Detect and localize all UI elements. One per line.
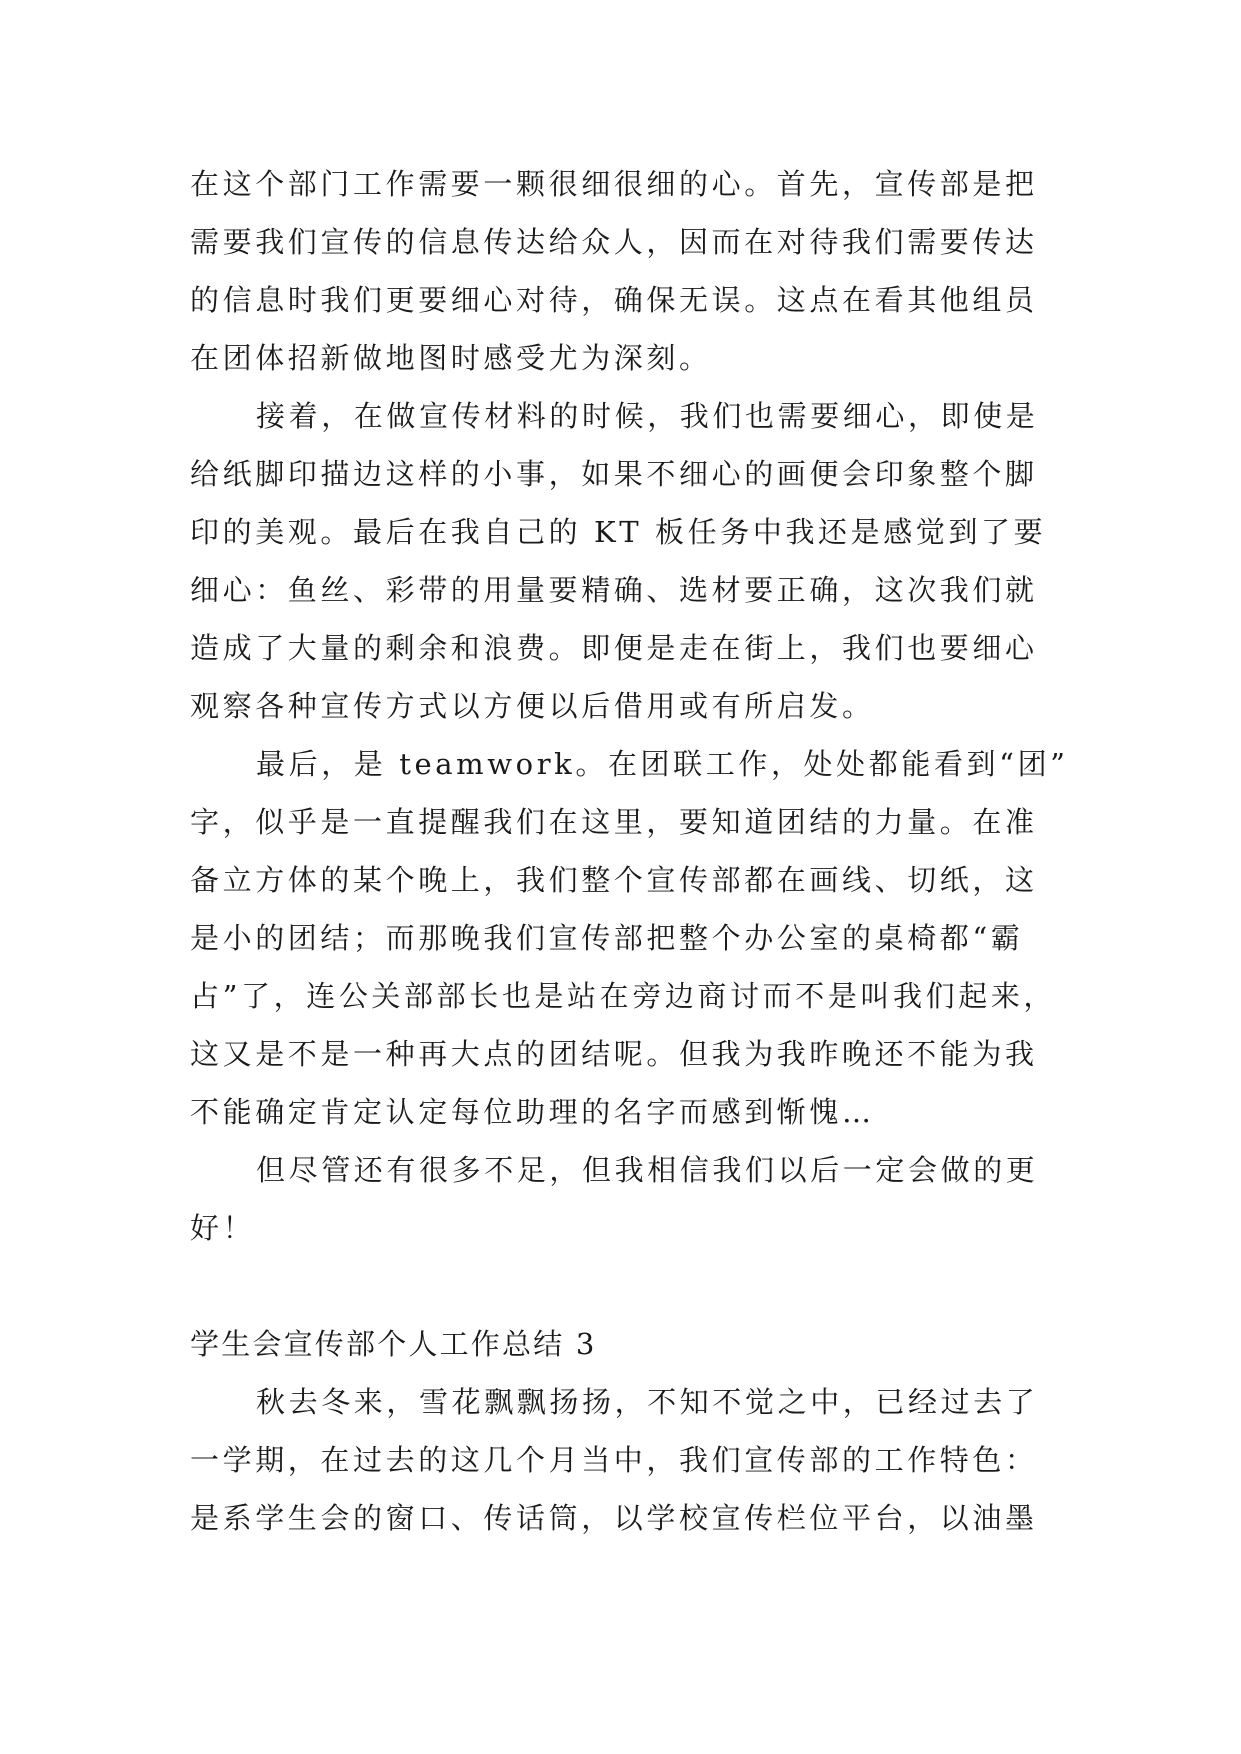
paragraph-line: 在这个部门工作需要一颗很细很细的心。首先，宣传部是把 [190,167,1038,201]
paragraph-line: 印的美观。最后在我自己的 KT 板任务中我还是感觉到了要 [190,515,1047,549]
paragraph-line: 是小的团结；而那晚我们宣传部把整个办公室的桌椅都“霸 [190,921,1024,955]
paragraph-line: 的信息时我们更要细心对待，确保无误。这点在看其他组员 [190,283,1038,317]
paragraph-line: 秋去冬来，雪花飘飘扬扬，不知不觉之中，已经过去了 [256,1385,1039,1419]
paragraph-line: 观察各种宣传方式以方便以后借用或有所启发。 [190,689,875,723]
paragraph-line: 细心：鱼丝、彩带的用量要精确、选材要正确，这次我们就 [190,573,1038,607]
paragraph-line: 造成了大量的剩余和浪费。即便是走在街上，我们也要细心 [190,631,1038,665]
paragraph-line: 好！ [190,1211,256,1245]
paragraph-conclusion [190,1141,1070,1257]
paragraph-line: 字，似乎是一直提醒我们在这里，要知道团结的力量。在准 [190,805,1038,839]
paragraph-line: 占”了，连公关部部长也是站在旁边商讨而不是叫我们起来， [190,979,1057,1013]
paragraph-materials [190,387,1070,735]
paragraph-line: 接着，在做宣传材料的时候，我们也需要细心，即使是 [256,399,1039,433]
section-heading: 学生会宣传部个人工作总结 3 [190,1327,597,1361]
paragraph-line: 需要我们宣传的信息传达给众人，因而在对待我们需要传达 [190,225,1038,259]
paragraph-line: 在团体招新做地图时感受尤为深刻。 [190,341,712,375]
paragraph-line: 一学期，在过去的这几个月当中，我们宣传部的工作特色： [190,1443,1038,1477]
paragraph-teamwork [190,735,1070,1141]
paragraph-line: 这又是不是一种再大点的团结呢。但我为我昨晚还不能为我 [190,1037,1038,1071]
paragraph-line: 最后，是 teamwork。在团联工作，处处都能看到“团” [256,747,1069,781]
paragraph-line: 但尽管还有很多不足，但我相信我们以后一定会做的更 [256,1153,1039,1187]
document-body [190,155,1070,1547]
paragraph-line: 不能确定肯定认定每位助理的名字而感到惭愧… [190,1095,875,1129]
paragraph-line: 是系学生会的窗口、传话筒，以学校宣传栏位平台，以油墨 [190,1501,1038,1535]
paragraph-line: 给纸脚印描边这样的小事，如果不细心的画便会印象整个脚 [190,457,1038,491]
blank-line [190,1257,1070,1315]
paragraph-line: 备立方体的某个晚上，我们整个宣传部都在画线、切纸，这 [190,863,1038,897]
paragraph-attention-to-detail [190,155,1070,387]
paragraph-autumn-winter [190,1373,1070,1547]
